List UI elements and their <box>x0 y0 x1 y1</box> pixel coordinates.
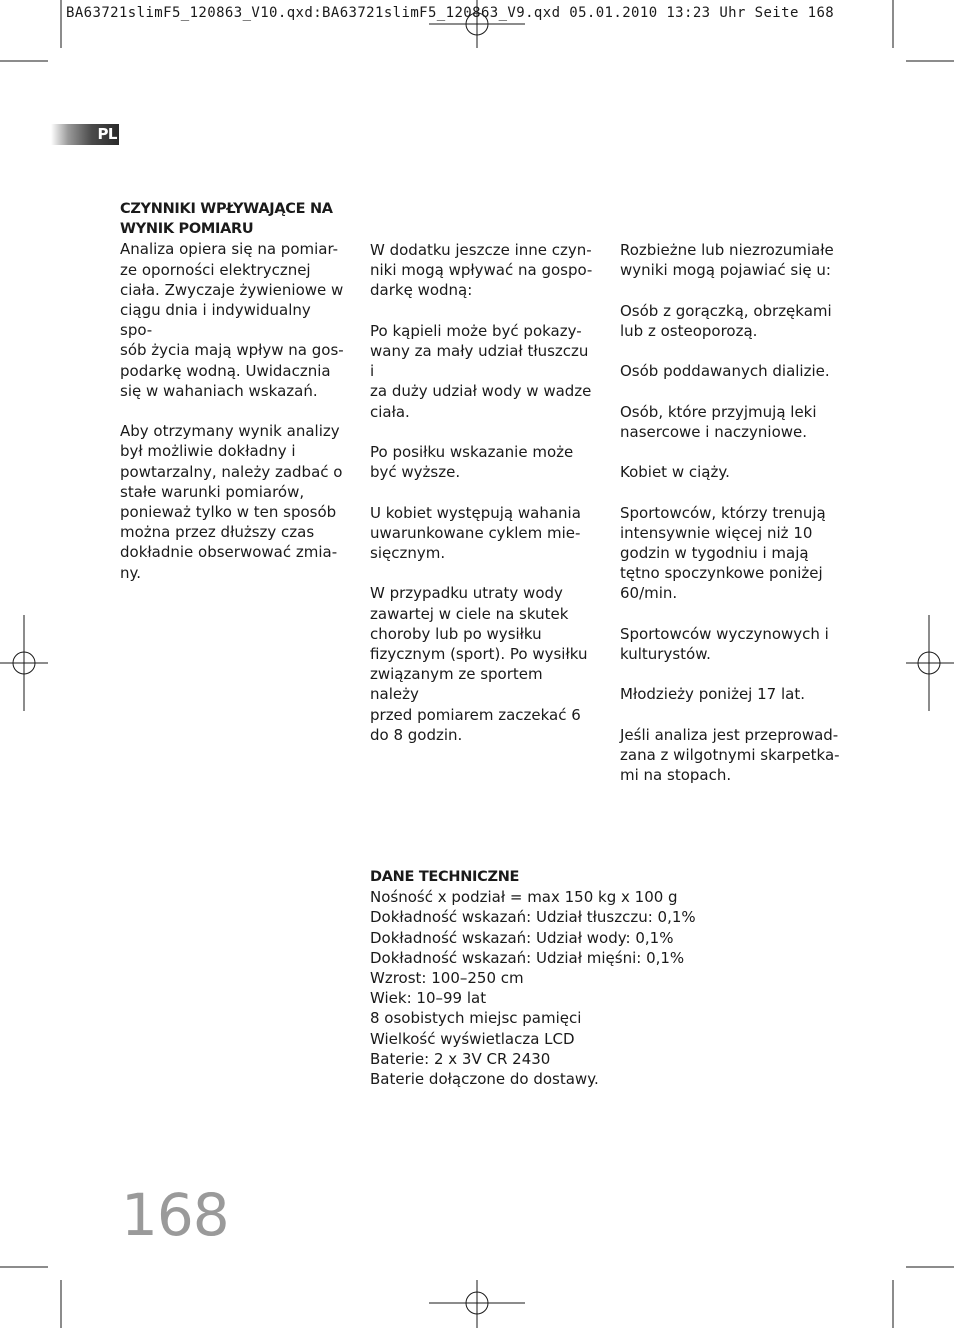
tech-line: Wiek: 10–99 lat <box>370 989 487 1008</box>
page-number: 168 <box>121 1181 229 1249</box>
tech-line: Nośność x podział = max 150 kg x 100 g <box>370 888 678 907</box>
paragraph: U kobiet występują wahania uwarunkowane cyklem mie- sięcznym. <box>370 503 581 562</box>
paragraph: Osób, które przyjmują leki nasercowe i naczyniowe. <box>620 402 817 441</box>
technical-data <box>370 867 770 1089</box>
paragraph: Osób z gorączką, obrzękami lub z osteoporozą. <box>620 301 832 340</box>
tech-line: Baterie dołączone do dostawy. <box>370 1070 599 1089</box>
column-divergent-results <box>620 240 845 785</box>
tech-line: Wzrost: 100–250 cm <box>370 969 524 988</box>
paragraph: Jeśli analiza jest przeprowad- zana z wilgotnymi skarpetka- mi na stopach. <box>620 725 840 785</box>
paragraph: Po posiłku wskazanie może być wyższe. <box>370 443 574 482</box>
paragraph: Rozbieżne lub niezrozumiałe wyniki mogą pojawiać się u: <box>620 241 834 280</box>
paragraph: W przypadku utraty wody zawartej w ciele na skutek choroby lub po wysiłku fizycznym (sport). Po wysiłku związanym ze sportem należy przed pomiarem zaczekać 6 do 8 godzin. <box>370 584 588 744</box>
tech-line: Baterie: 2 x 3V CR 2430 <box>370 1049 551 1068</box>
tech-line: Dokładność wskazań: Udział wody: 0,1% <box>370 928 674 947</box>
paragraph: Aby otrzymany wynik analizy był możliwie dokładny i powtarzalny, należy zadbać o stałe warunki pomiarów, ponieważ tylko w ten sposób można przez dłuższy czas dokładnie obserwować zmia- ny. <box>120 422 343 582</box>
column-measurement-factors <box>120 199 345 583</box>
language-tab-label: PL <box>97 125 117 143</box>
paragraph: Analiza opiera się na pomiar- ze oporności elektrycznej ciała. Zwyczaje żywieniowe w ciągu dnia i indywidualny spo- sób życia mają wpływ na gos- podarkę wodną. Uwidacznia się w wahaniach wskazań. <box>120 240 344 400</box>
section-heading-factors: CZYNNIKI WPŁYWAJĄCE NA WYNIK POMIARU <box>120 201 333 238</box>
language-tab <box>51 124 119 145</box>
paragraph: Sportowców wyczynowych i kulturystów. <box>620 624 829 663</box>
tech-line: Wielkość wyświetlacza LCD <box>370 1029 575 1048</box>
print-slug: BA63721slimF5_120863_V10.qxd:BA63721slimF5_120863_V9.qxd 05.01.2010 13:23 Uhr Seite 168 <box>66 5 835 21</box>
tech-line: Dokładność wskazań: Udział mięśni: 0,1% <box>370 948 685 967</box>
paragraph: W dodatku jeszcze inne czyn- niki mogą wpływać na gospo- darkę wodną: <box>370 241 593 300</box>
tech-line: Dokładność wskazań: Udział tłuszczu: 0,1% <box>370 908 696 927</box>
paragraph: Osób poddawanych dializie. <box>620 362 830 381</box>
paragraph: Po kąpieli może być pokazy- wany za mały udział tłuszczu i za duży udział wody w wadze ciała. <box>370 321 592 421</box>
column-other-factors <box>370 240 595 745</box>
paragraph: Młodzieży poniżej 17 lat. <box>620 685 805 704</box>
tech-line: 8 osobistych miejsc pamięci <box>370 1009 582 1028</box>
paragraph: Sportowców, którzy trenują intensywnie więcej niż 10 godzin w tygodniu i mają tętno spoczynkowe poniżej 60/min. <box>620 503 826 603</box>
paragraph: Kobiet w ciąży. <box>620 463 730 482</box>
section-heading-technical-data: DANE TECHNICZNE <box>370 869 520 885</box>
